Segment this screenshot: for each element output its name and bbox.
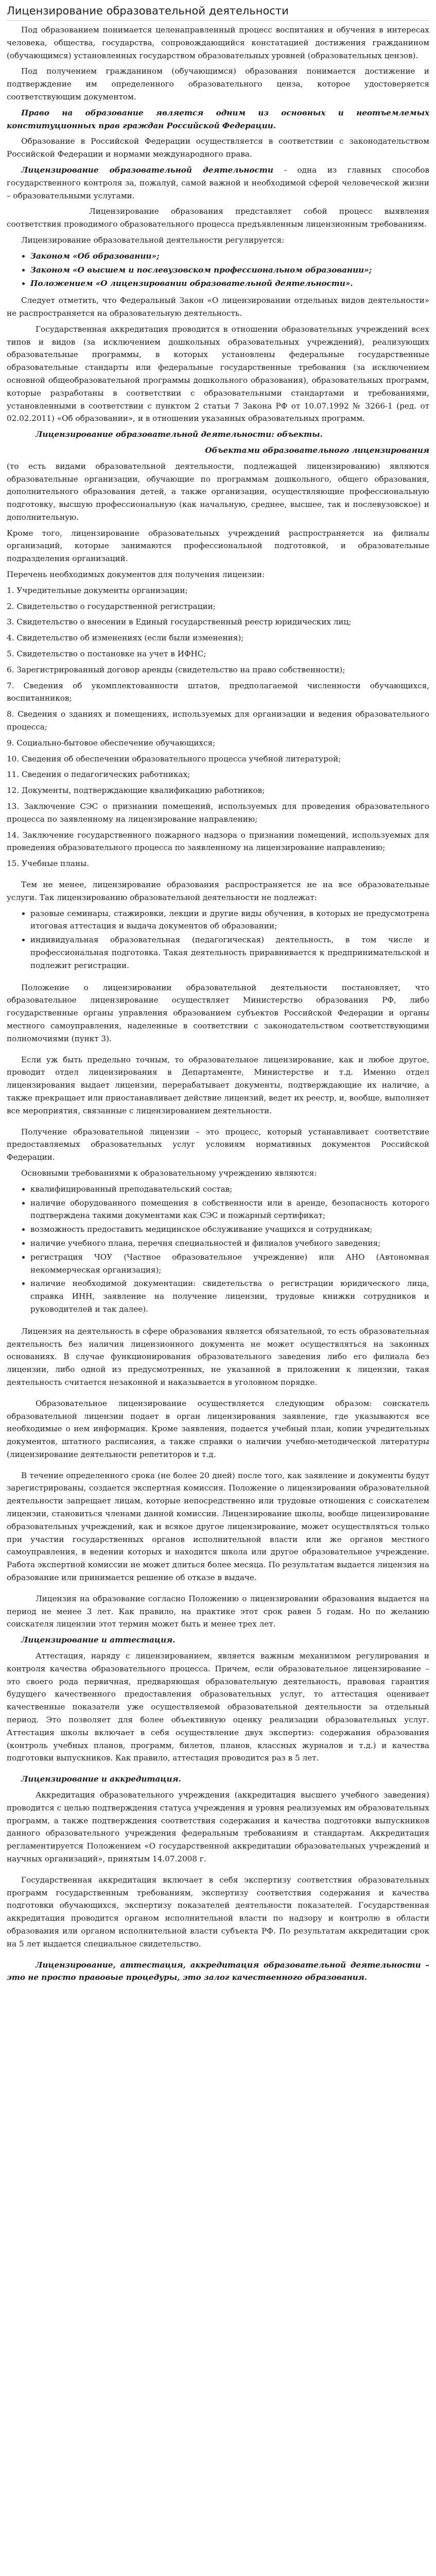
branches-text: Кроме того, лицензирование образовательных учреждений распространяется на филиалы организаций, которые занимаются профессиональной подготовкой, и образовательные подразделения организаций. — [7, 528, 429, 564]
list-item: • квалифицированный преподавательский состав; — [30, 1183, 429, 1196]
objects-heading: Лицензирование образовательной деятельности: объекты. — [36, 430, 323, 439]
process-paragraph: Образовательное лицензирование осуществляется следующим образом: соискатель образовательной лицензии подает в орган лицензирования заявление, где указываются все необходимые о нем информация. Кроме заявления, подается учебный план, копии учредительных документов, штатного расписания, а также справки о наличии учебно-методической литературы (лицензирование деятельности репетиторов и т.д. — [7, 1398, 429, 1459]
list-item: 8. Сведения о зданиях и помещениях, используемых для организации и ведения образовательного процесса; — [7, 709, 429, 732]
list-item: 1. Учредительные документы организации; — [7, 585, 188, 595]
accreditation-paragraph-2: Государственная аккредитация включает в себя экспертизу соответствия образовательных программ государственным требованиям, экспертизу соответствия содержания и качества подготовки обучающихся, экспертизу показателей деятельности показателей. Государственная аккредитация проводится органом исполнительной власти по надзору и контролю в области образования или органом исполнительной власти субъекта РФ. По результатам аккредитации срок на 5 лет выдается специальное свидетельство. — [7, 1875, 429, 1948]
list-item: • наличие необходимой документации: свидетельства о регистрации юридического лица, справка ИНН, заявление на получение лицензии, трудовые книжки сотрудников и руководителей и так далее). — [30, 1277, 429, 1315]
intro-paragraph-2: Под получением гражданином (обучающимся) образования понимается достижение и подтверждение им определенного образовательного ценза, которое удостоверяется соответствующим документом. — [7, 66, 429, 101]
law-statement: Образование в Российской Федерации осуществляется в соответствии с законодательством Российской Федерации и нормами международного права. — [7, 137, 429, 159]
list-item: • Законом «Об образовании»; — [30, 250, 429, 263]
list-item: • возможность предоставить медицинское обслуживание учащихся и сотрудникам; — [30, 1223, 429, 1236]
list-item: 10. Сведения об обеспечении образовательного процесса учебной литературой; — [7, 754, 341, 764]
accreditation-intro: Государственная аккредитация проводится в отношении образовательных учреждений всех типов и видов (за исключением дошкольных образовательных учреждений), реализующих образовательные программы, в которых установлены федеральные государственные образовательные стандарты или федеральные государственные требования (за исключением основной общеобразовательной программы дошкольного образования), образовательных программ, которые разработаны в соответствии с образовательными стандартами и требованиями, установленными в соответствии с пунктом 2 статьи 7 Закона РФ от 10.07.1992 № 3266-1 (ред. от 02.02.2011) «Об образовании», и в отношении указанных образовательных программ. — [7, 324, 429, 423]
documents-list — [7, 584, 429, 870]
list-item: • наличие оборудованного помещения в собственности или в аренде, безопасность которого подтверждена такими документами как СЭС и пожарный сертификат; — [30, 1197, 429, 1223]
list-item: 3. Свидетельство о внесении в Единый государственный реестр юридических лиц; — [7, 617, 352, 627]
not-subject-intro: Тем не менее, лицензирование образования распространяется не на все образовательные услуги. Так лицензированию образовательной деятельности не подлежат: — [7, 880, 429, 902]
regulated-by: Лицензирование образовательной деятельности регулируется: — [21, 235, 285, 245]
accreditation-heading: Лицензирование и аккредитация. — [21, 1774, 181, 1784]
attestation-paragraph: Аттестация, наряду с лицензированием, является важным механизмом регулирования и контроля качества образовательного процесса. Причем, если образовательное лицензирование – это своего рода первичная, предваряющая образовательную деятельность, правовая гарантия будущего качественного предоставления образовательных услуг, то аттестация оценивает качественные показатели уже осуществляемой образовательной деятельности за отдельный период. Это позволяет для более объективную оценку реализации образовательных услуг. Аттестация школы включает в себя осуществление двух экспертиз: содержания образования (контроль учебных планов, программ, билетов, планов, классных журналов и т.д.) и качества подготовки выпускников. Как правило, аттестация проводится раз в 5 лет. — [7, 1651, 429, 1763]
list-item: • разовые семинары, стажировки, лекции и другие виды обучения, в которых не предусмотрена итоговая аттестация и выдача документов об образовании; — [30, 907, 429, 933]
list-item: 11. Сведения о педагогических работниках; — [7, 770, 190, 779]
page-title: Лицензирование образовательной деятельности — [7, 4, 429, 21]
detail-paragraph: Если уж быть предельно точным, то образовательное лицензирование, как и любое другое, проводит отдел лицензирования в Департаменте, Министерстве и т.д. Именно отдел лицензирования выдает лицензии, перерабатывает документы, подтверждающие их наличие, а также прекращает или приостанавливает действие лицензий, ведет их реестр, и, вообще, выполняет все мероприятия, связанные с лицензированием деятельности. — [7, 1055, 429, 1115]
list-item: 9. Социально-бытовое обеспечение обучающихся; — [7, 738, 216, 748]
validity-paragraph: Лицензия на образование согласно Положению о лицензировании образования выдается на период не менее 3 лет. Как правило, на практике этот срок равен 5 годам. Но по желанию соискателя лицензии этот термин может быть и менее трех лет. — [7, 1594, 429, 1629]
list-item: • регистрация ЧОУ (Частное образовательное учреждение) или АНО (Автономная некоммерческая организация); — [30, 1251, 429, 1277]
list-item: 14. Заключение государственного пожарного надзора о признании помещений, используемых для проведения образовательного процесса по заявленному на лицензирование направлению; — [7, 830, 429, 853]
list-item: • Законом «О высшем и послевузовском профессиональном образовании»; — [30, 264, 429, 277]
list-item: 6. Зарегистрированный договор аренды (свидетельство на право собственности); — [7, 665, 345, 674]
list-item: • наличие учебного плана, перечня специальностей и филиалов учебного заведения; — [30, 1237, 429, 1250]
list-item: 5. Свидетельство о постановке на учет в ИФНС; — [7, 649, 206, 659]
list-item: 7. Сведения об укомплектованности штатов, предполагаемой численности обучающихся, воспитанников; — [7, 681, 429, 703]
list-item: 12. Документы, подтверждающие квалификацию работников; — [7, 786, 265, 795]
obtaining-paragraph: Получение образовательной лицензии – это процесс, который устанавливает соответствие предоставляемых образовательных услуг условиям нормативных документов Российской Федерации. — [7, 1127, 429, 1162]
accreditation-paragraph-1: Аккредитация образовательного учреждения (аккредитация высшего учебного заведения) проводится с целью подтверждения статуса учреждения и уровня реализуемых им образовательных программ, а также подтверждения соответствия содержания и качества подготовки выпускников данного образовательного учреждения федеральным требованиям и стандартам. Аккредитация регламентируется Положением «О государственной аккредитации образовательных учреждений и научных организаций», принятым 14.07.2008 г. — [7, 1790, 429, 1863]
attestation-heading: Лицензирование и аттестация. — [21, 1635, 176, 1645]
licensing-lead: Лицензирование образовательной деятельности — [21, 165, 273, 175]
objects-text: (то есть видами образовательной деятельности, подлежащей лицензированию) являются образовательные организации, обучающие по программам дошкольного, общего образования, дополнительного образования детей, а также организации, осуществляющие профессиональную подготовку, высшую профессиональную (как начальную, среднее, высшее, так и послевузовское) и дополнительную. — [7, 461, 429, 522]
timing-paragraph: В течение определенного срока (не более 20 дней) после того, как заявление и документы будут зарегистрированы, создается экспертная комиссия. Положение о лицензировании образовательной деятельности запрещает лицам, которые непосредственно или трудовые отношения с соискателем лицензии, становиться членами данной комиссии. Лицензирование школы, вообще лицензирование образовательных учреждений, как и всякое другое лицензирование, может осуществляться только при участии государственных органов исполнительной власти или же органов местного самоуправления, в ведении которых и находится школа или другое образовательное учреждение. Работа экспертной комиссии не может длиться более месяца. По результатам выдается лицензия на образование или принимается решение об отказе в выдаче. — [7, 1470, 429, 1583]
exemptions-list — [7, 907, 429, 972]
requirements-list — [7, 1183, 429, 1316]
mandatory-license-paragraph: Лицензия на деятельность в сфере образования является обязательной, то есть образовательная деятельность без наличия лицензионного документа не может осуществляться на законных основаниях. В случае функционирования образовательного заведения либо его филиала без лицензии, либо одной из предусмотренных, не указанной в приложении к лицензии, такая деятельность считается незаконной и наказывается в уголовном порядке. — [7, 1326, 429, 1387]
right-statement: Право на образование является одним из основных и неотъемлемых конституционных прав граждан Российской Федерации. — [7, 108, 429, 130]
list-item: 13. Заключение СЭС о признании помещений, используемых для проведения образовательного процесса по заявленному на лицензирование направлению; — [7, 802, 429, 824]
conclusion: Лицензирование, аттестация, аккредитация образовательной деятельности – это не просто правовые процедуры, это залог качественного образования. — [7, 1960, 429, 1982]
list-item: 4. Свидетельство об изменениях (если были изменения); — [7, 633, 244, 643]
list-item: • Положением «О лицензировании образовательной деятельности». — [30, 277, 429, 290]
licensing-paragraph — [7, 164, 429, 202]
list-item: • индивидуальная образовательная (педагогическая) деятельность, в том числе и профессиональная подготовка. Такая деятельность приравнивается к предпринимательской и подлежит регистрации. — [30, 934, 429, 972]
laws-list — [7, 250, 429, 290]
federal-law-note: Следует отметить, что Федеральный Закон «О лицензировании отдельных видов деятельности» не распространяется на образовательную деятельность. — [7, 296, 429, 318]
list-item: 15. Учебные планы. — [7, 859, 90, 869]
licensing-definition: Лицензирование образования представляет собой процесс выявления соответствия проводимого образовательного процесса предъявленным лицензионным требованиям. — [7, 207, 429, 229]
licensing-text: - одна из главных способов государственного контроля за, пожалуй, самой важной и необходимой сферой человеческой жизни – образовательными услугами. — [7, 165, 429, 200]
requirements-heading: Основными требованиями к образовательному учреждению являются: — [21, 1168, 317, 1178]
documents-heading: Перечень необходимых документов для получения лицензии: — [7, 570, 265, 580]
regulation-paragraph: Положение о лицензировании образовательной деятельности постановляет, что образовательное лицензирование осуществляет Министерство образования РФ, либо государственные органы управления образованием субъектов Российской Федерации и органы местного самоуправления, наделенные в соответствии с законодательством соответствующими полномочиями (пункт 3). — [7, 982, 429, 1043]
intro-paragraph-1: Под образованием понимается целенаправленный процесс воспитания и обучения в интересах человека, общества, государства, сопровождающийся констатацией достижения гражданином (обучающимся) установленных государством образовательных уровней (образовательных цензов). — [7, 25, 429, 60]
objects-subheading: Объектами образовательного лицензирования — [205, 445, 429, 455]
list-item: 2. Свидетельство о государственной регистрации; — [7, 601, 216, 611]
